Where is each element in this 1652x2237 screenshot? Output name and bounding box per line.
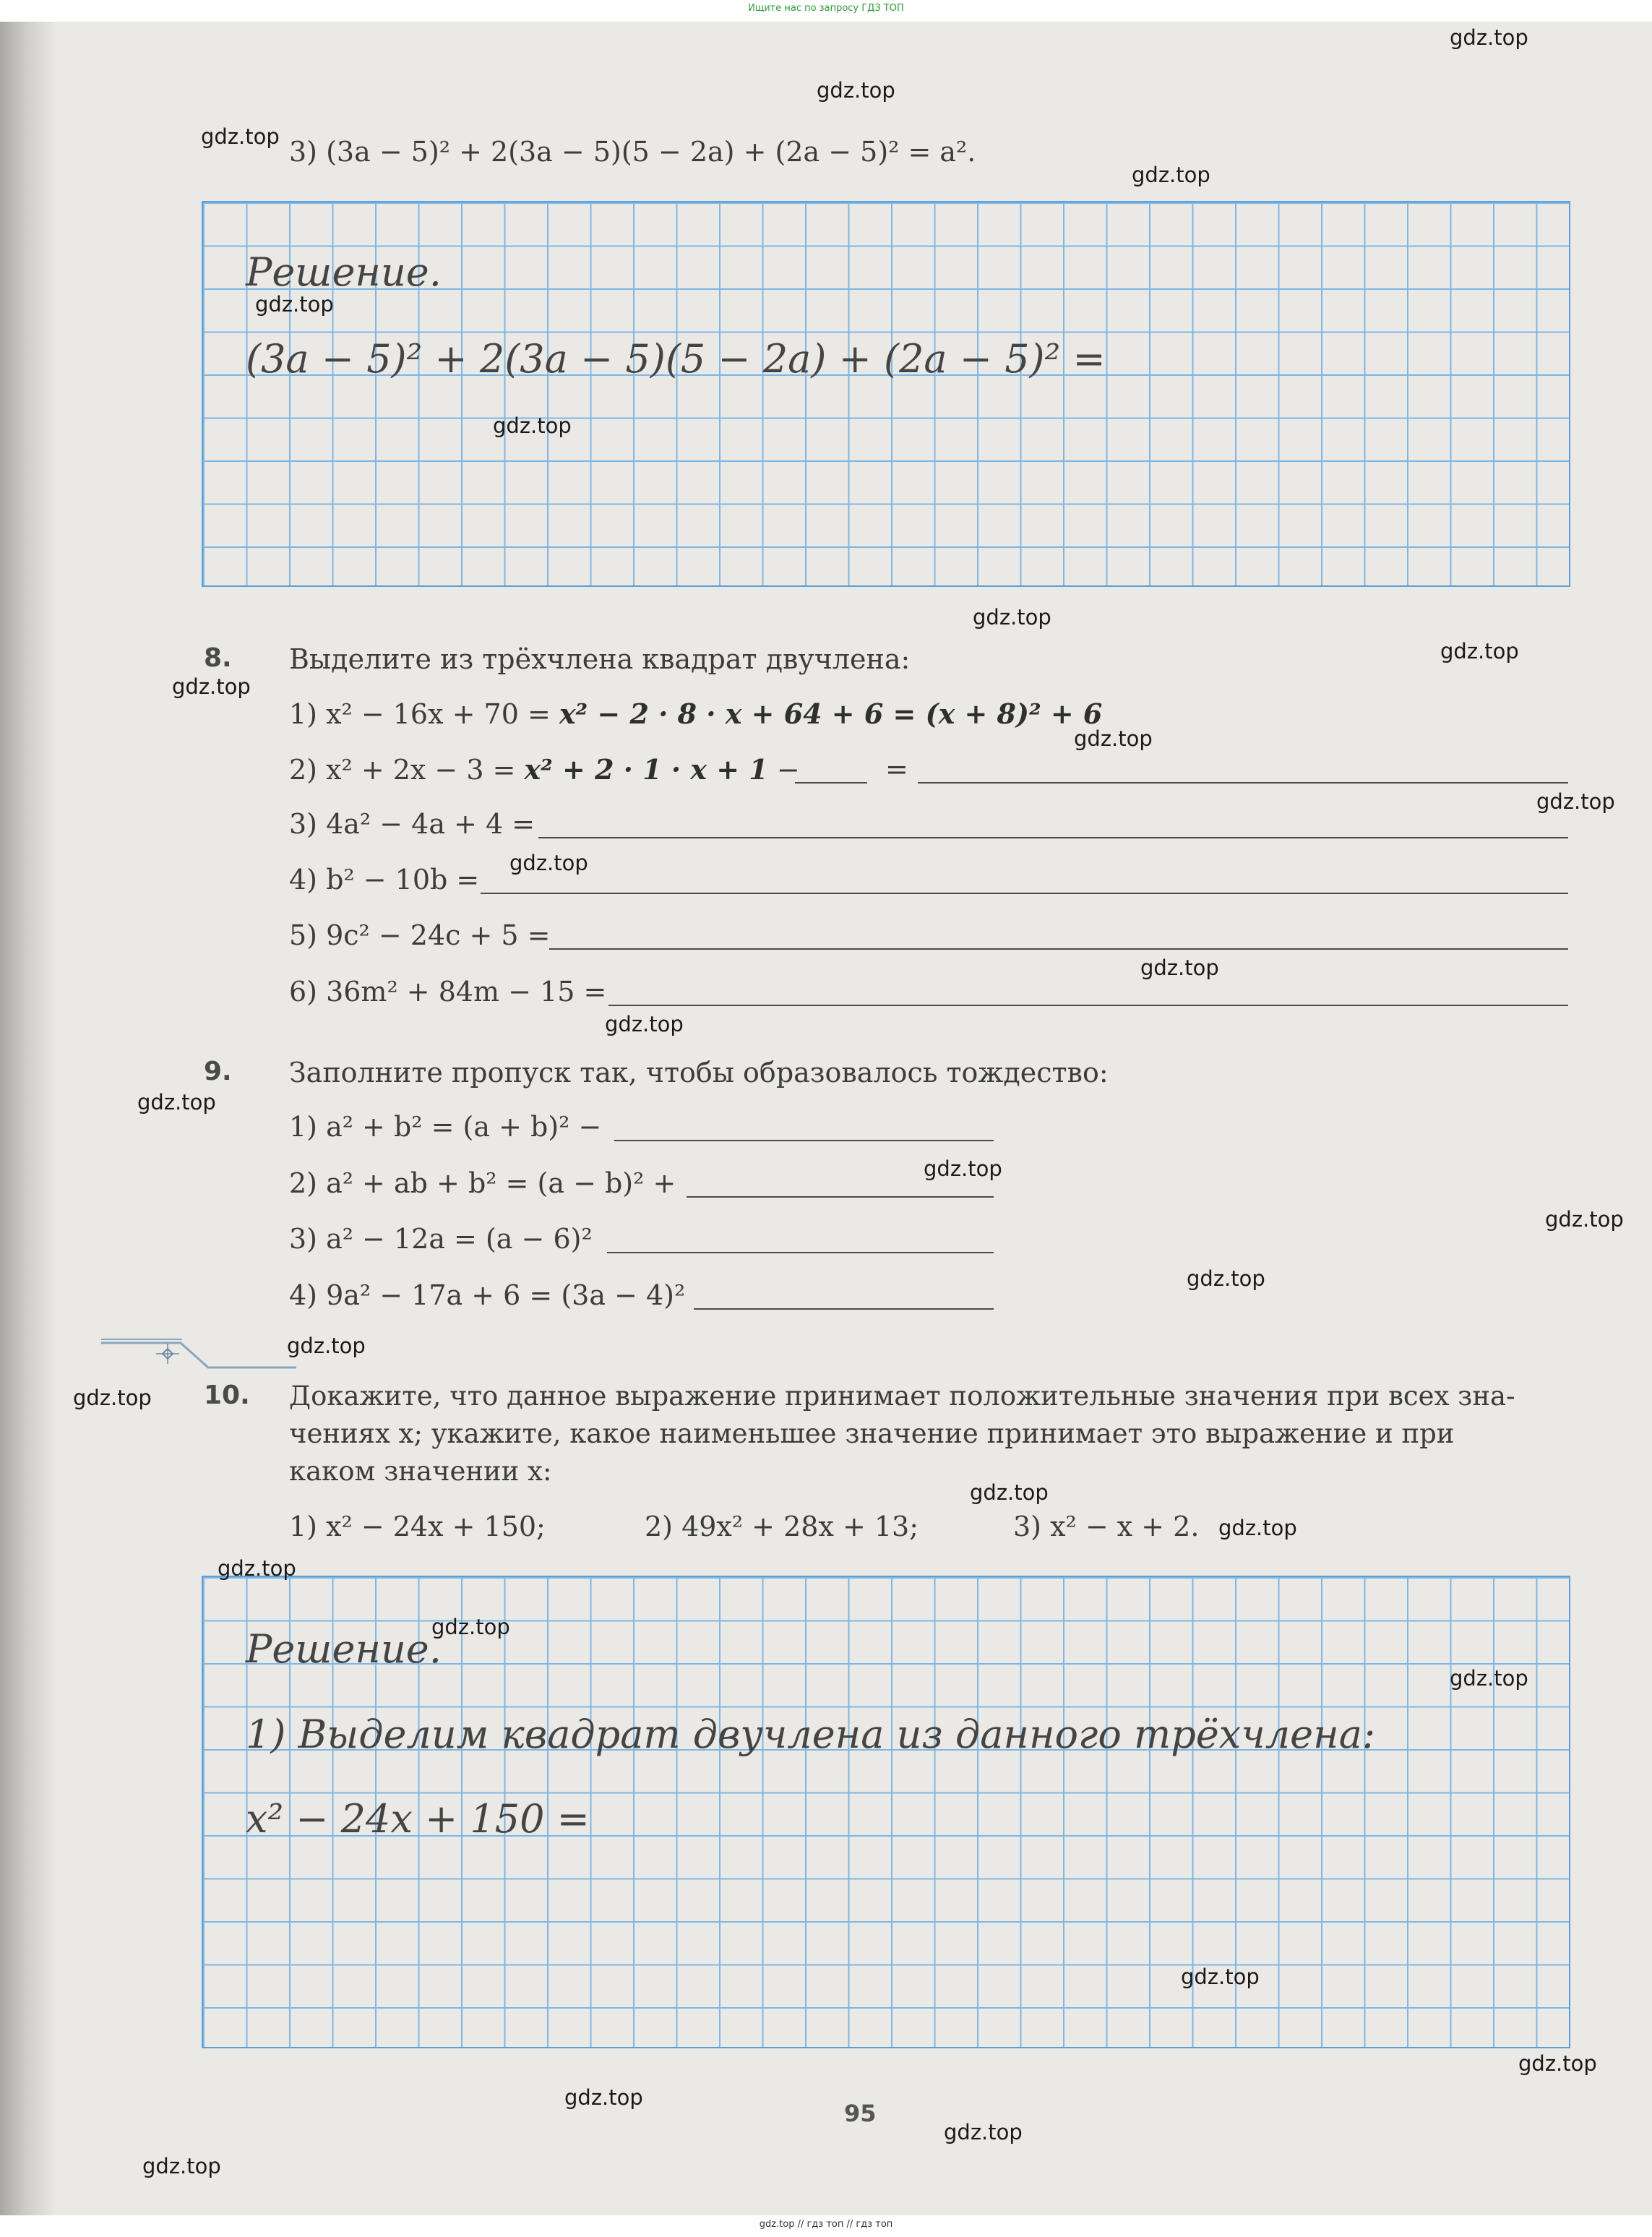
solution-1-heading: Решение. [246, 249, 442, 295]
task10-option-1: 1) x² − 24x + 150; [289, 1511, 546, 1542]
watermark: gdz.top [1181, 1965, 1260, 1989]
task9-item-2: 2) a² + ab + b² = (a − b)² + [289, 1167, 676, 1199]
watermark: gdz.top [137, 1090, 216, 1115]
task7-item-3 [289, 136, 976, 168]
watermark: gdz.top [1132, 163, 1210, 187]
task9-item-1: 1) a² + b² = (a + b)² − [289, 1111, 602, 1143]
task10-option-2: 2) 49x² + 28x + 13; [645, 1511, 919, 1542]
watermark: gdz.top [201, 124, 280, 149]
watermark: gdz.top [817, 78, 895, 103]
task9-item-4: 4) 9a² − 17a + 6 = (3a − 4)² [289, 1279, 686, 1311]
watermark: gdz.top [1518, 2051, 1597, 2076]
watermark: gdz.top [1218, 1516, 1297, 1540]
watermark: gdz.top [1140, 956, 1219, 980]
task9-item-2-blank[interactable] [687, 1196, 994, 1198]
watermark: gdz.top [1187, 1266, 1265, 1291]
solution-1-line-1: (3a − 5)² + 2(3a − 5)(5 − 2a) + (2a − 5)² = [246, 336, 1106, 382]
task8-item-4: 4) b² − 10b = [289, 864, 480, 896]
watermark: gdz.top [1074, 726, 1153, 751]
watermark: gdz.top [142, 2154, 221, 2178]
task8-item-1 [289, 697, 1102, 730]
task8-prompt: Выделите из трёхчлена квадрат двучлена: [289, 643, 911, 675]
task9-number: 9. [204, 1057, 232, 1086]
task8-item-3: 3) 4a² − 4a + 4 = [289, 808, 535, 840]
task8-item-2-tail: − [767, 754, 800, 786]
task8-item-2-equals: = [885, 753, 908, 785]
watermark: gdz.top [944, 2120, 1023, 2144]
page-number: 95 [844, 2100, 877, 2127]
task8-item-3-blank[interactable] [538, 837, 1568, 838]
watermark: gdz.top [287, 1334, 366, 1358]
solution-2-heading: Решение. [246, 1626, 442, 1672]
task8-item-5-blank[interactable] [549, 948, 1568, 950]
task8-item-1-given: 1) x² − 16x + 70 = [289, 698, 559, 730]
watermark: gdz.top [924, 1156, 1002, 1181]
task7-item-3-label: 3) [289, 136, 318, 168]
task8-item-2-blank-long[interactable] [918, 782, 1568, 783]
watermark: gdz.top [493, 413, 572, 438]
watermark: gdz.top [218, 1556, 296, 1581]
watermark: gdz.top [1545, 1207, 1624, 1232]
task9-item-3: 3) a² − 12a = (a − 6)² [289, 1223, 593, 1255]
task8-number: 8. [204, 643, 232, 673]
task10-prompt-line-3: каком значении x: [289, 1456, 552, 1487]
task8-item-2 [289, 753, 800, 786]
task8-item-6: 6) 36m² + 84m − 15 = [289, 976, 607, 1008]
task8-item-2-blank-short[interactable] [795, 782, 867, 783]
task7-item-3-expr: (3a − 5)² + 2(3a − 5)(5 − 2a) + (2a − 5)² = a². [326, 136, 976, 168]
watermark: gdz.top [431, 1615, 510, 1639]
task10-option-3: 3) x² − x + 2. [1013, 1511, 1200, 1542]
task9-prompt: Заполните пропуск так, чтобы образовалось тождество: [289, 1057, 1109, 1089]
task9-item-1-blank[interactable] [614, 1140, 994, 1141]
bottom-note: gdz.top // гдз топ // гдз топ [759, 2219, 893, 2230]
book-spine-shadow [0, 22, 58, 2215]
task8-item-2-answer: x² + 2 · 1 · x + 1 [524, 753, 768, 786]
watermark: gdz.top [1440, 639, 1519, 664]
task9-item-3-blank[interactable] [607, 1252, 994, 1253]
watermark: gdz.top [1450, 25, 1528, 50]
watermark: gdz.top [255, 292, 334, 317]
task8-item-2-given: 2) x² + 2x − 3 = [289, 754, 525, 786]
top-note: Ищите нас по запросу ГДЗ ТОП [748, 3, 904, 14]
watermark: gdz.top [73, 1386, 152, 1410]
task8-item-5: 5) 9c² − 24c + 5 = [289, 919, 551, 951]
watermark: gdz.top [509, 851, 588, 875]
task10-prompt-line-2: чениях x; укажите, какое наименьшее значение принимает это выражение и при [289, 1418, 1455, 1449]
solution-2-line-2: x² − 24x + 150 = [246, 1796, 590, 1842]
watermark: gdz.top [172, 674, 251, 699]
solution-2-line-1: 1) Выделим квадрат двучлена из данного трёхчлена: [246, 1712, 1376, 1757]
difficulty-marker-icon [101, 1334, 296, 1370]
task9-item-4-blank[interactable] [694, 1308, 994, 1310]
watermark: gdz.top [1536, 789, 1615, 814]
watermark: gdz.top [970, 1480, 1049, 1505]
task10-prompt-line-1: Докажите, что данное выражение принимает положительные значения при всех зна- [289, 1381, 1515, 1412]
task8-item-1-answer: x² − 2 · 8 · x + 64 + 6 = (x + 8)² + 6 [559, 697, 1103, 730]
task8-item-4-blank[interactable] [481, 893, 1568, 894]
watermark: gdz.top [1450, 1666, 1528, 1691]
watermark: gdz.top [605, 1012, 684, 1036]
watermark: gdz.top [564, 2085, 643, 2110]
watermark: gdz.top [973, 605, 1051, 630]
task8-item-6-blank[interactable] [608, 1005, 1568, 1006]
task10-number: 10. [204, 1381, 250, 1410]
